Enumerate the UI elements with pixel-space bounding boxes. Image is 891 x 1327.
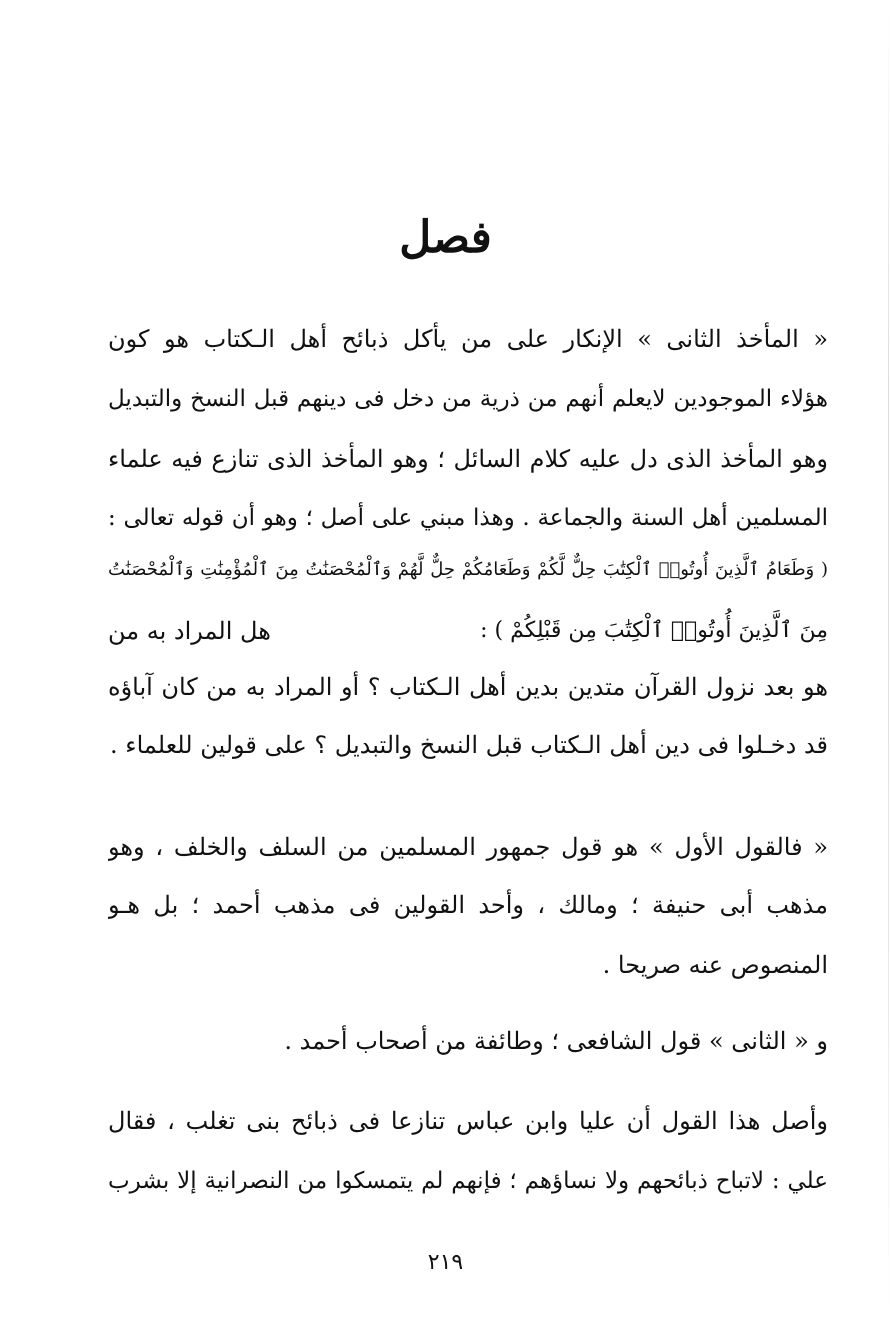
text-fragment: هل المراد به من <box>108 617 271 645</box>
section-heading: فصل <box>399 212 492 263</box>
text-line: وهو المأخذ الذى دل عليه كلام السائل ؛ وهو المأخذ الذى تنازع فيه علماء <box>108 445 828 473</box>
text-line: و « الثانى » قول الشافعى ؛ وطائفة من أصحاب أحمد . <box>284 1027 828 1055</box>
text-line: « فالقول الأول » هو قول جمهور المسلمين من السلف والخلف ، وهو <box>108 833 828 861</box>
quran-verse-end: مِنَ ٱلَّذِينَ أُوتُوا۟ ٱلْكِتَٰبَ مِن قَبْلِكُمْ ) : <box>480 618 828 643</box>
text-line: وأصل هذا القول أن عليا وابن عباس تنازعا فى ذبائح بنى تغلب ، فقال <box>108 1107 828 1135</box>
text-line: علي : لاتباح ذبائحهم ولا نساؤهم ؛ فإنهم لم يتمسكوا من النصرانية إلا بشرب <box>108 1168 828 1194</box>
text-line: هؤلاء الموجودين لايعلم أنهم من ذرية من دخل فى دينهم قبل النسخ والتبديل <box>108 386 828 412</box>
text-line: المسلمين أهل السنة والجماعة . وهذا مبني على أصل ؛ وهو أن قوله تعالى : <box>108 505 828 531</box>
text-line: قد دخـلوا فى دين أهل الـكتاب قبل النسخ والتبديل ؟ على قولين للعلماء . <box>110 731 828 759</box>
verse-and-text-line <box>108 606 828 656</box>
text-line: مذهب أبى حنيفة ؛ ومالك ، وأحد القولين فى مذهب أحمد ؛ بل هـو <box>108 891 828 919</box>
text-line: هو بعد نزول القرآن متدين بدين أهل الـكتاب ؟ أو المراد به من كان آباؤه <box>108 673 828 701</box>
text-line: المنصوص عنه صريحا . <box>602 951 828 979</box>
scan-edge-shadow <box>888 0 889 1327</box>
quran-verse-line: ( وَطَعَامُ ٱلَّذِينَ أُوتُوا۟ ٱلْكِتَٰبَ حِلٌّ لَّكُمْ وَطَعَامُكُمْ حِلٌّ لَّهُمْ وَٱلْمُحْصَنَٰتُ مِنَ ٱلْمُؤْمِنَٰتِ وَٱلْمُحْصَنَٰتُ <box>108 559 828 580</box>
text-line: « المأخذ الثانى » الإنكار على من يأكل ذبائح أهل الـكتاب هو كون <box>108 325 828 353</box>
page-number: ٢١٩ <box>427 1250 464 1275</box>
